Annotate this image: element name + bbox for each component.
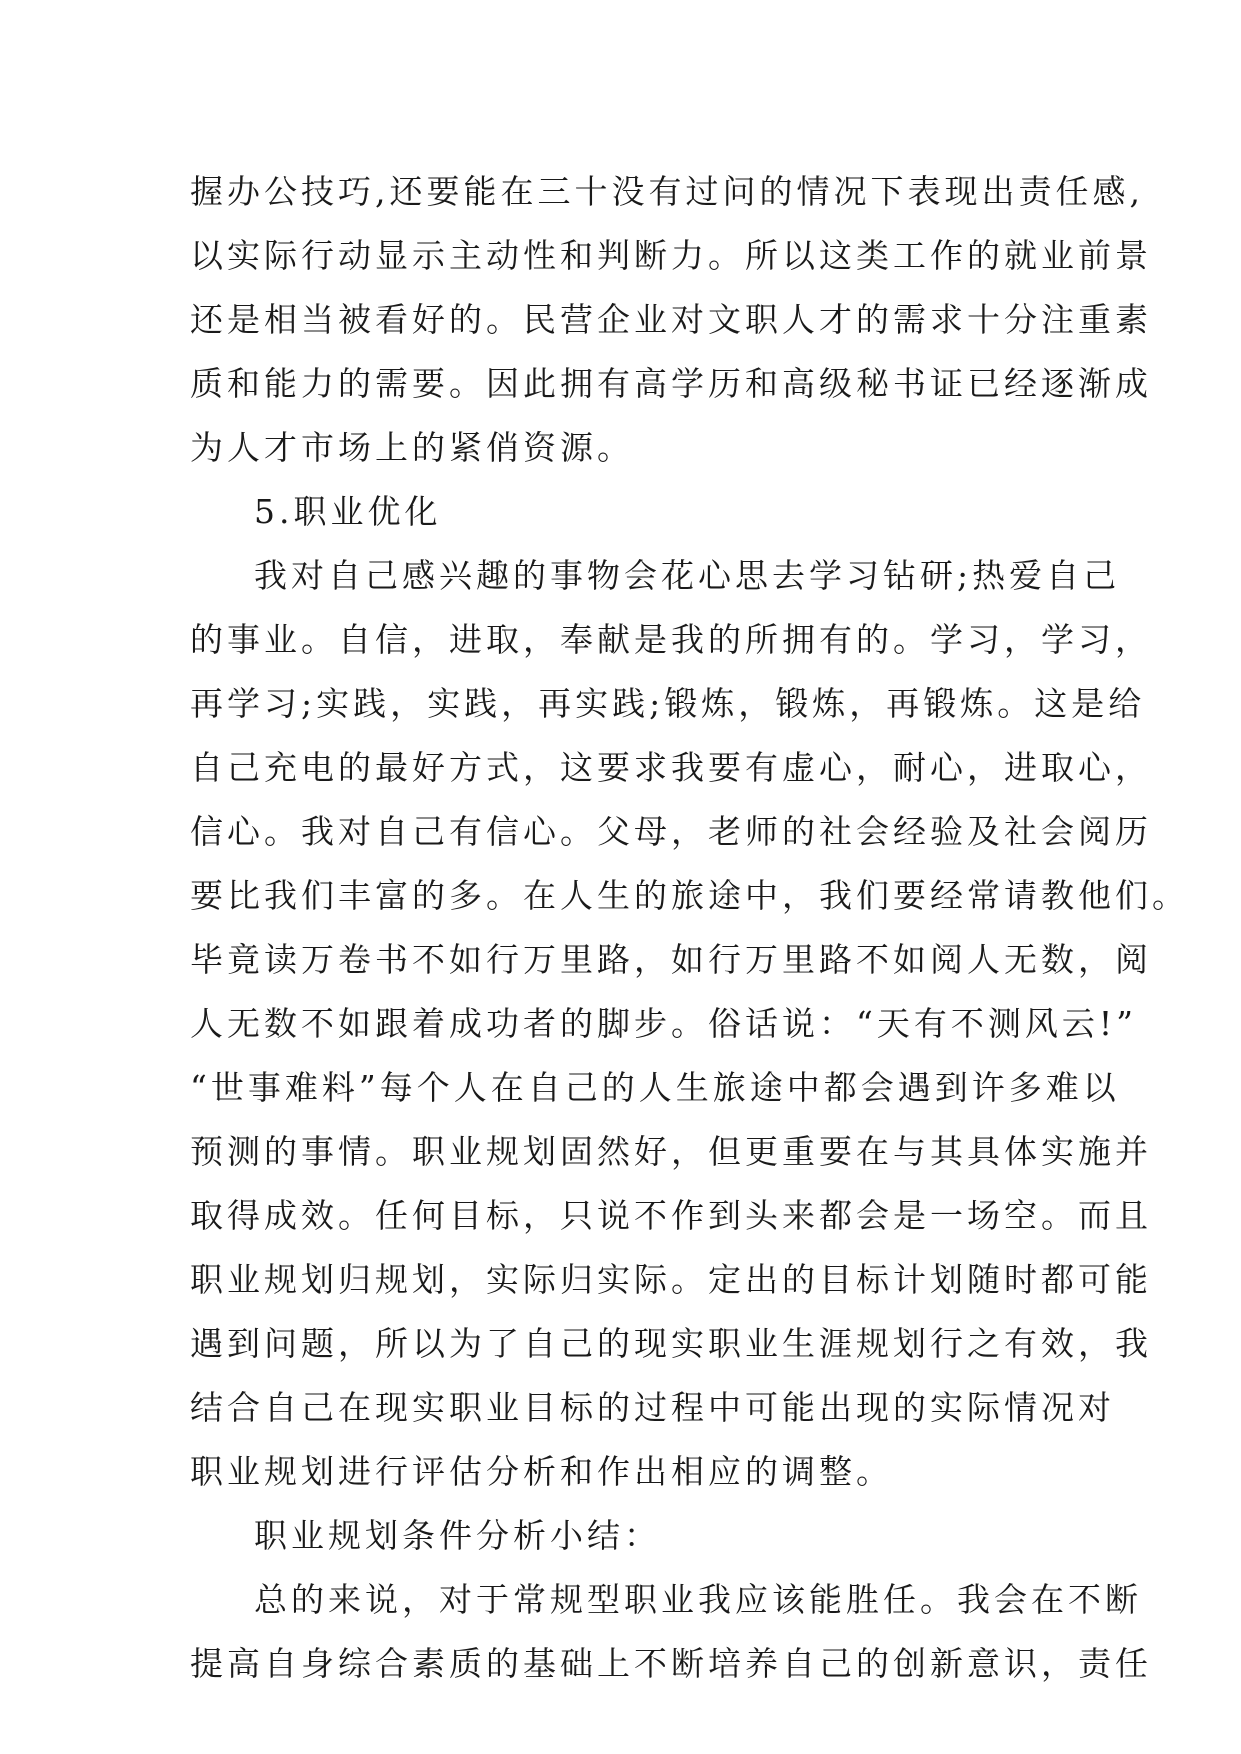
text-line: 结合自己在现实职业目标的过程中可能出现的实际情况对 [190,1388,1115,1427]
text-line: 人无数不如跟着成功者的脚步。俗话说：“天有不测风云!” [190,1004,1138,1043]
text-line: 预测的事情。职业规划固然好，但更重要在与其具体实施并 [190,1132,1152,1171]
body-text [190,160,1189,1696]
text-line: 质和能力的需要。因此拥有高学历和高级秘书证已经逐渐成 [190,364,1152,403]
text-line: 为人才市场上的紧俏资源。 [190,428,634,467]
text-line: 毕竟读万卷书不如行万里路，如行万里路不如阅人无数，阅 [190,940,1152,979]
text-line: 信心。我对自己有信心。父母，老师的社会经验及社会阅历 [190,812,1152,851]
text-line: 提高自身综合素质的基础上不断培养自己的创新意识，责任 [190,1644,1152,1683]
text-line: 遇到问题，所以为了自己的现实职业生涯规划行之有效，我 [190,1324,1152,1363]
text-line: “世事难料”每个人在自己的人生旅途中都会遇到许多难以 [190,1068,1120,1107]
paragraph-start: 我对自己感兴趣的事物会花心思去学习钻研;热爱自己 [254,556,1121,595]
text-line: 的事业。自信，进取，奉献是我的所拥有的。学习，学习， [190,620,1152,659]
text-line: 自己充电的最好方式，这要求我要有虚心，耐心，进取心， [190,748,1152,787]
text-line: 以实际行动显示主动性和判断力。所以这类工作的就业前景 [190,236,1152,275]
text-line: 还是相当被看好的。民营企业对文职人才的需求十分注重素 [190,300,1152,339]
text-line: 再学习;实践，实践，再实践;锻炼，锻炼，再锻炼。这是给 [190,684,1146,723]
text-line: 取得成效。任何目标，只说不作到头来都会是一场空。而且 [190,1196,1152,1235]
text-line: 职业规划归规划，实际归实际。定出的目标计划随时都可能 [190,1260,1152,1299]
text-line: 职业规划进行评估分析和作出相应的调整。 [190,1452,893,1491]
section-heading: 5.职业优化 [254,492,442,531]
paragraph-start: 总的来说，对于常规型职业我应该能胜任。我会在不断 [254,1580,1142,1619]
text-line: 要比我们丰富的多。在人生的旅途中，我们要经常请教他们。 [190,876,1189,915]
summary-heading: 职业规划条件分析小结： [254,1516,661,1555]
text-line: 握办公技巧,还要能在三十没有过问的情况下表现出责任感, [190,172,1144,211]
